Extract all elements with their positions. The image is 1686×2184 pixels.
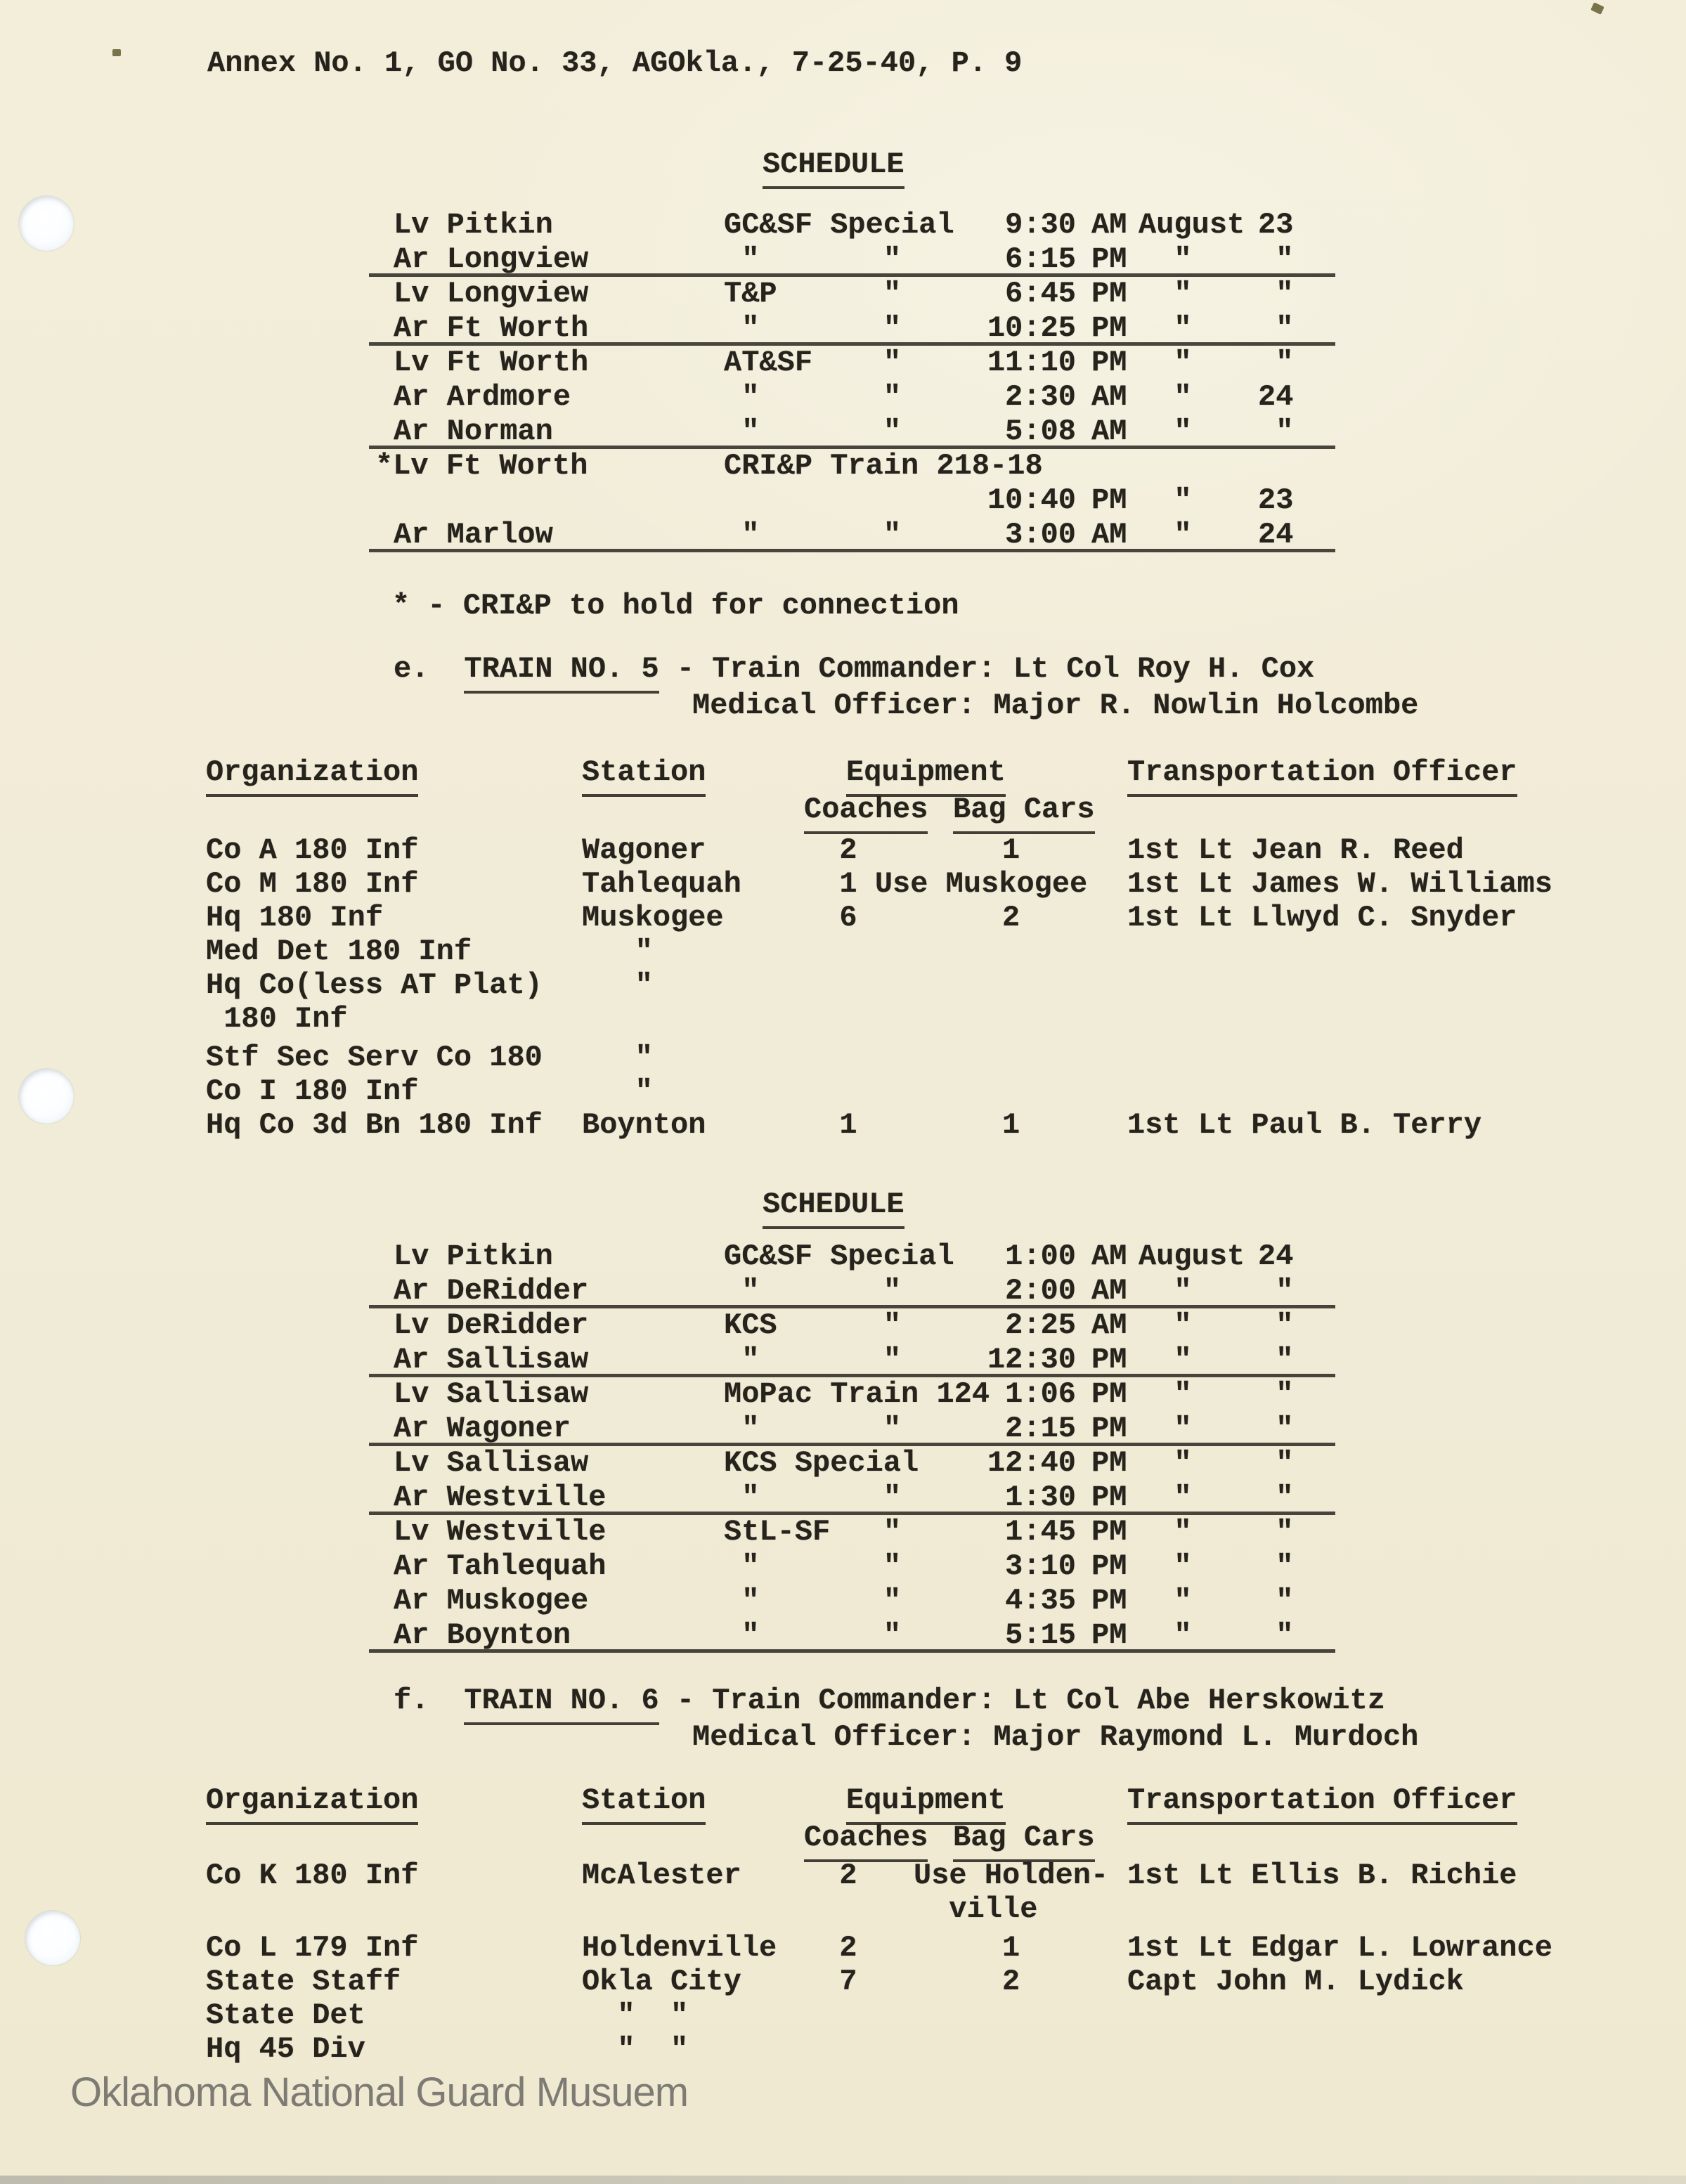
station-cell: " " — [582, 2032, 689, 2066]
scan-edge-strip — [0, 2176, 1686, 2184]
org1-header-transportation-officer: Transportation Officer — [1127, 755, 1517, 797]
day-cell: " — [1258, 1618, 1294, 1652]
station-cell: Holdenville — [582, 1931, 777, 1965]
train6-heading — [394, 1684, 1385, 1717]
train5-title: TRAIN NO. 5 — [464, 652, 659, 694]
bag-cars-cell: 2 — [914, 1965, 1020, 1998]
railroad-cell: MoPac Train 124 — [724, 1377, 990, 1411]
station-cell: " " — [582, 1998, 689, 2032]
day-cell: 24 — [1258, 380, 1294, 414]
transportation-officer-cell: 1st Lt Llwyd C. Snyder — [1127, 901, 1517, 935]
station-cell: Wagoner — [582, 833, 706, 867]
station-cell: Lv Longview — [394, 277, 589, 311]
ink-speck — [1590, 2, 1604, 15]
railroad-cell: " " — [724, 242, 902, 276]
time-cell: 10:25 — [987, 311, 1076, 345]
station-cell: Muskogee — [582, 901, 724, 935]
ampm-cell: PM — [1091, 1481, 1127, 1514]
station-cell: Lv Ft Worth — [394, 346, 589, 379]
schedule-row — [369, 380, 1335, 415]
station-cell: Ar Ardmore — [394, 380, 571, 414]
ampm-cell: AM — [1091, 415, 1127, 448]
station-cell: Ar Tahlequah — [394, 1549, 607, 1583]
time-cell: 2:15 — [1005, 1412, 1076, 1445]
station-cell: Ar Muskogee — [394, 1584, 589, 1618]
organization-cell: Stf Sec Serv Co 180 — [206, 1041, 543, 1074]
schedule-row — [369, 1549, 1335, 1584]
railroad-cell: " " — [724, 1274, 902, 1308]
station-cell: Ar DeRidder — [394, 1274, 589, 1308]
schedule-row — [369, 1343, 1335, 1377]
organization-cell: Co L 179 Inf — [206, 1931, 419, 1965]
train6-title: TRAIN NO. 6 — [464, 1684, 659, 1725]
train5-heading — [394, 652, 1314, 686]
train5-commander: - Train Commander: Lt Col Roy H. Cox — [659, 652, 1315, 686]
railroad-cell: T&P " — [724, 277, 902, 311]
punch-hole-top — [19, 196, 74, 251]
schedule-row — [369, 1377, 1335, 1412]
schedule-row — [369, 415, 1335, 449]
month-cell: " — [1139, 1618, 1192, 1652]
schedule-row — [369, 1412, 1335, 1446]
schedule-row — [369, 346, 1335, 380]
day-cell: 23 — [1258, 483, 1294, 517]
coaches-cell: 2 — [804, 833, 857, 867]
organization-cell: State Staff — [206, 1965, 401, 1998]
railroad-cell: AT&SF " — [724, 346, 902, 379]
org2-header-bag-cars: Bag Cars — [953, 1821, 1095, 1862]
org2-header-coaches: Coaches — [804, 1821, 928, 1862]
day-cell: " — [1258, 1308, 1294, 1342]
month-cell: " — [1139, 483, 1192, 517]
schedule-row — [369, 1274, 1335, 1308]
ampm-cell: PM — [1091, 1618, 1127, 1652]
organization-cell: State Det — [206, 1998, 365, 2032]
time-cell: 2:30 — [1005, 380, 1076, 414]
month-cell: " — [1139, 1549, 1192, 1583]
schedule2-table — [369, 1240, 1335, 1653]
ampm-cell: AM — [1091, 380, 1127, 414]
ampm-cell: AM — [1091, 1274, 1127, 1308]
railroad-cell: " " — [724, 311, 902, 345]
month-cell: " — [1139, 311, 1192, 345]
org1-header-coaches: Coaches — [804, 793, 928, 834]
railroad-cell: StL-SF " — [724, 1515, 902, 1549]
day-cell: " — [1258, 1446, 1294, 1480]
time-cell: 1:00 — [1005, 1240, 1076, 1273]
day-cell: " — [1258, 415, 1294, 448]
footnote: * - CRI&P to hold for connection — [392, 589, 959, 623]
train5-letter: e. — [394, 652, 429, 686]
station-cell: " — [582, 968, 653, 1002]
org2-header-equipment: Equipment — [846, 1783, 1006, 1825]
station-cell: Lv Sallisaw — [394, 1446, 589, 1480]
schedule-row — [369, 1584, 1335, 1618]
station-cell: Ar Norman — [394, 415, 553, 448]
coaches-cell: 2 — [804, 1859, 857, 1892]
museum-watermark: Oklahoma National Guard Musuem — [70, 2069, 689, 2115]
month-cell: " — [1139, 518, 1192, 552]
station-cell: Lv Pitkin — [394, 1240, 553, 1273]
railroad-cell: " " — [724, 380, 902, 414]
org2-header-organization: Organization — [206, 1783, 418, 1825]
railroad-cell: GC&SF Special — [724, 208, 954, 242]
organization-cell: 180 Inf — [206, 1002, 348, 1036]
schedule-row — [369, 1308, 1335, 1343]
transportation-officer-cell: 1st Lt Edgar L. Lowrance — [1127, 1931, 1552, 1965]
org1-header-bag-cars: Bag Cars — [953, 793, 1095, 834]
time-cell: 1:45 — [1005, 1515, 1076, 1549]
schedule-row — [369, 518, 1335, 552]
railroad-cell: " " — [724, 518, 902, 552]
coaches-cell: 1 Use Muskogee — [804, 867, 1088, 901]
railroad-cell: GC&SF Special — [724, 1240, 954, 1273]
month-cell: " — [1139, 380, 1192, 414]
railroad-cell: " " — [724, 415, 902, 448]
organization-cell: Hq 180 Inf — [206, 901, 384, 935]
schedule-row — [369, 1515, 1335, 1549]
organization-row — [0, 1892, 1686, 1926]
time-cell: 12:30 — [987, 1343, 1076, 1377]
organization-row — [0, 1108, 1686, 1142]
organization-cell: Med Det 180 Inf — [206, 935, 472, 968]
train6-commander: - Train Commander: Lt Col Abe Herskowitz — [659, 1684, 1386, 1717]
train6-medical-officer: Medical Officer: Major Raymond L. Murdoch — [692, 1720, 1419, 1754]
organization-row — [0, 833, 1686, 867]
ampm-cell: PM — [1091, 277, 1127, 311]
day-cell: " — [1258, 1515, 1294, 1549]
month-cell: " — [1139, 1377, 1192, 1411]
org2-table — [0, 1859, 1686, 2066]
station-cell: " — [582, 1074, 653, 1108]
ampm-cell: AM — [1091, 518, 1127, 552]
railroad-cell: " " — [724, 1618, 902, 1652]
schedule1-table — [369, 208, 1335, 552]
organization-row — [0, 935, 1686, 968]
organization-cell: Hq 45 Div — [206, 2032, 365, 2066]
day-cell: " — [1258, 311, 1294, 345]
bag-cars-cell: Use Holden- — [914, 1859, 1109, 1892]
station-cell: Boynton — [582, 1108, 706, 1142]
railroad-cell: KCS " — [724, 1308, 902, 1342]
ampm-cell: PM — [1091, 1377, 1127, 1411]
time-cell: 1:06 — [1005, 1377, 1076, 1411]
organization-row — [0, 1965, 1686, 1998]
day-cell: " — [1258, 277, 1294, 311]
day-cell: " — [1258, 1274, 1294, 1308]
bag-cars-cell: 2 — [914, 901, 1020, 935]
train6-letter: f. — [394, 1684, 429, 1717]
station-cell: Ar Marlow — [394, 518, 553, 552]
station-cell: Tahlequah — [582, 867, 741, 901]
bag-cars-cell: 1 — [914, 833, 1020, 867]
schedule-row — [369, 1618, 1335, 1653]
day-cell: " — [1258, 1584, 1294, 1618]
organization-cell: Co K 180 Inf — [206, 1859, 419, 1892]
ampm-cell: PM — [1091, 1343, 1127, 1377]
station-cell: " — [582, 935, 653, 968]
time-cell: 6:45 — [1005, 277, 1076, 311]
station-cell: Ar Westville — [394, 1481, 607, 1514]
railroad-cell: " " — [724, 1584, 902, 1618]
ampm-cell: PM — [1091, 483, 1127, 517]
organization-cell: Co I 180 Inf — [206, 1074, 419, 1108]
coaches-cell: 2 — [804, 1931, 857, 1965]
month-cell: " — [1139, 277, 1192, 311]
train5-medical-officer: Medical Officer: Major R. Nowlin Holcombe — [692, 689, 1419, 722]
ampm-cell: PM — [1091, 242, 1127, 276]
schedule2-title: SCHEDULE — [763, 1188, 904, 1229]
day-cell: " — [1258, 1343, 1294, 1377]
station-cell: Ar Ft Worth — [394, 311, 589, 345]
schedule-row — [369, 311, 1335, 346]
day-cell: 23 — [1258, 208, 1294, 242]
ampm-cell: PM — [1091, 1515, 1127, 1549]
ampm-cell: PM — [1091, 1549, 1127, 1583]
schedule1-title: SCHEDULE — [763, 148, 904, 189]
organization-row — [0, 1074, 1686, 1108]
organization-row — [0, 867, 1686, 901]
ampm-cell: PM — [1091, 1446, 1127, 1480]
day-cell: " — [1258, 242, 1294, 276]
month-cell: " — [1139, 1584, 1192, 1618]
schedule-row — [369, 1446, 1335, 1481]
org1-header-organization: Organization — [206, 755, 418, 797]
org1-table — [0, 833, 1686, 1142]
ampm-cell: PM — [1091, 346, 1127, 379]
page-header: Annex No. 1, GO No. 33, AGOkla., 7-25-40, P. 9 — [207, 46, 1023, 80]
day-cell: " — [1258, 1549, 1294, 1583]
month-cell: " — [1139, 1308, 1192, 1342]
schedule-row — [369, 242, 1335, 277]
month-cell: " — [1139, 242, 1192, 276]
time-cell: 4:35 — [1005, 1584, 1076, 1618]
railroad-cell: KCS Special — [724, 1446, 919, 1480]
organization-cell: Hq Co(less AT Plat) — [206, 968, 543, 1002]
railroad-cell: CRI&P Train 218-18 — [724, 449, 1043, 483]
time-cell: 5:08 — [1005, 415, 1076, 448]
day-cell: " — [1258, 1412, 1294, 1445]
day-cell: " — [1258, 1481, 1294, 1514]
schedule-row — [369, 277, 1335, 311]
time-cell: 5:15 — [1005, 1618, 1076, 1652]
time-cell: 2:25 — [1005, 1308, 1076, 1342]
bag-cars-cell: 1 — [914, 1108, 1020, 1142]
day-cell: " — [1258, 1377, 1294, 1411]
ampm-cell: AM — [1091, 208, 1127, 242]
railroad-cell: " " — [724, 1481, 902, 1514]
railroad-cell: " " — [724, 1549, 902, 1583]
month-cell: " — [1139, 1343, 1192, 1377]
organization-row — [0, 1998, 1686, 2032]
ampm-cell: AM — [1091, 1308, 1127, 1342]
schedule-row — [369, 483, 1335, 518]
station-cell: McAlester — [582, 1859, 741, 1892]
time-cell: 12:40 — [987, 1446, 1076, 1480]
time-cell: 6:15 — [1005, 242, 1076, 276]
station-cell: Lv Westville — [394, 1515, 607, 1549]
ampm-cell: PM — [1091, 1412, 1127, 1445]
ampm-cell: PM — [1091, 311, 1127, 345]
station-cell: Ar Sallisaw — [394, 1343, 589, 1377]
time-cell: 3:00 — [1005, 518, 1076, 552]
station-cell: Lv Pitkin — [394, 208, 553, 242]
organization-cell: Co A 180 Inf — [206, 833, 419, 867]
organization-row — [0, 2032, 1686, 2066]
station-cell: *Lv Ft Worth — [375, 449, 588, 483]
transportation-officer-cell: 1st Lt Ellis B. Richie — [1127, 1859, 1517, 1892]
transportation-officer-cell: 1st Lt James W. Williams — [1127, 867, 1552, 901]
ink-speck — [112, 49, 121, 56]
time-cell: 3:10 — [1005, 1549, 1076, 1583]
time-cell: 11:10 — [987, 346, 1076, 379]
railroad-cell: " " — [724, 1412, 902, 1445]
time-cell: 1:30 — [1005, 1481, 1076, 1514]
station-cell: Ar Wagoner — [394, 1412, 571, 1445]
transportation-officer-cell: 1st Lt Jean R. Reed — [1127, 833, 1464, 867]
org1-header-station: Station — [582, 755, 706, 797]
day-cell: 24 — [1258, 1240, 1294, 1273]
month-cell: " — [1139, 1515, 1192, 1549]
schedule-row — [369, 449, 1335, 483]
coaches-cell: 1 — [804, 1108, 857, 1142]
ampm-cell: PM — [1091, 1584, 1127, 1618]
month-cell: " — [1139, 1481, 1192, 1514]
station-cell: " — [582, 1041, 653, 1074]
bag-cars-cell: ville — [914, 1892, 1038, 1926]
organization-row — [0, 1002, 1686, 1036]
time-cell: 9:30 — [1005, 208, 1076, 242]
month-cell: " — [1139, 1274, 1192, 1308]
organization-cell: Hq Co 3d Bn 180 Inf — [206, 1108, 543, 1142]
railroad-cell: " " — [724, 1343, 902, 1377]
schedule-row — [369, 208, 1335, 242]
schedule-row — [369, 1240, 1335, 1274]
organization-row — [0, 1041, 1686, 1074]
org1-header-equipment: Equipment — [846, 755, 1006, 797]
transportation-officer-cell: 1st Lt Paul B. Terry — [1127, 1108, 1482, 1142]
coaches-cell: 6 — [804, 901, 857, 935]
month-cell: " — [1139, 1412, 1192, 1445]
schedule-row — [369, 1481, 1335, 1515]
month-cell: " — [1139, 415, 1192, 448]
station-cell: Lv Sallisaw — [394, 1377, 589, 1411]
station-cell: Okla City — [582, 1965, 741, 1998]
station-cell: Ar Longview — [394, 242, 589, 276]
month-cell: August — [1139, 208, 1245, 242]
time-cell: 2:00 — [1005, 1274, 1076, 1308]
organization-row — [0, 1931, 1686, 1965]
organization-cell: Co M 180 Inf — [206, 867, 419, 901]
ampm-cell: AM — [1091, 1240, 1127, 1273]
station-cell: Ar Boynton — [394, 1618, 571, 1652]
day-cell: " — [1258, 346, 1294, 379]
organization-row — [0, 968, 1686, 1002]
month-cell: August — [1139, 1240, 1245, 1273]
station-cell: Lv DeRidder — [394, 1308, 589, 1342]
org2-header-transportation-officer: Transportation Officer — [1127, 1783, 1517, 1825]
month-cell: " — [1139, 346, 1192, 379]
time-cell: 10:40 — [987, 483, 1076, 517]
coaches-cell: 7 — [804, 1965, 857, 1998]
organization-row — [0, 901, 1686, 935]
transportation-officer-cell: Capt John M. Lydick — [1127, 1965, 1464, 1998]
day-cell: 24 — [1258, 518, 1294, 552]
month-cell: " — [1139, 1446, 1192, 1480]
organization-row — [0, 1859, 1686, 1892]
org2-header-station: Station — [582, 1783, 706, 1825]
bag-cars-cell: 1 — [914, 1931, 1020, 1965]
